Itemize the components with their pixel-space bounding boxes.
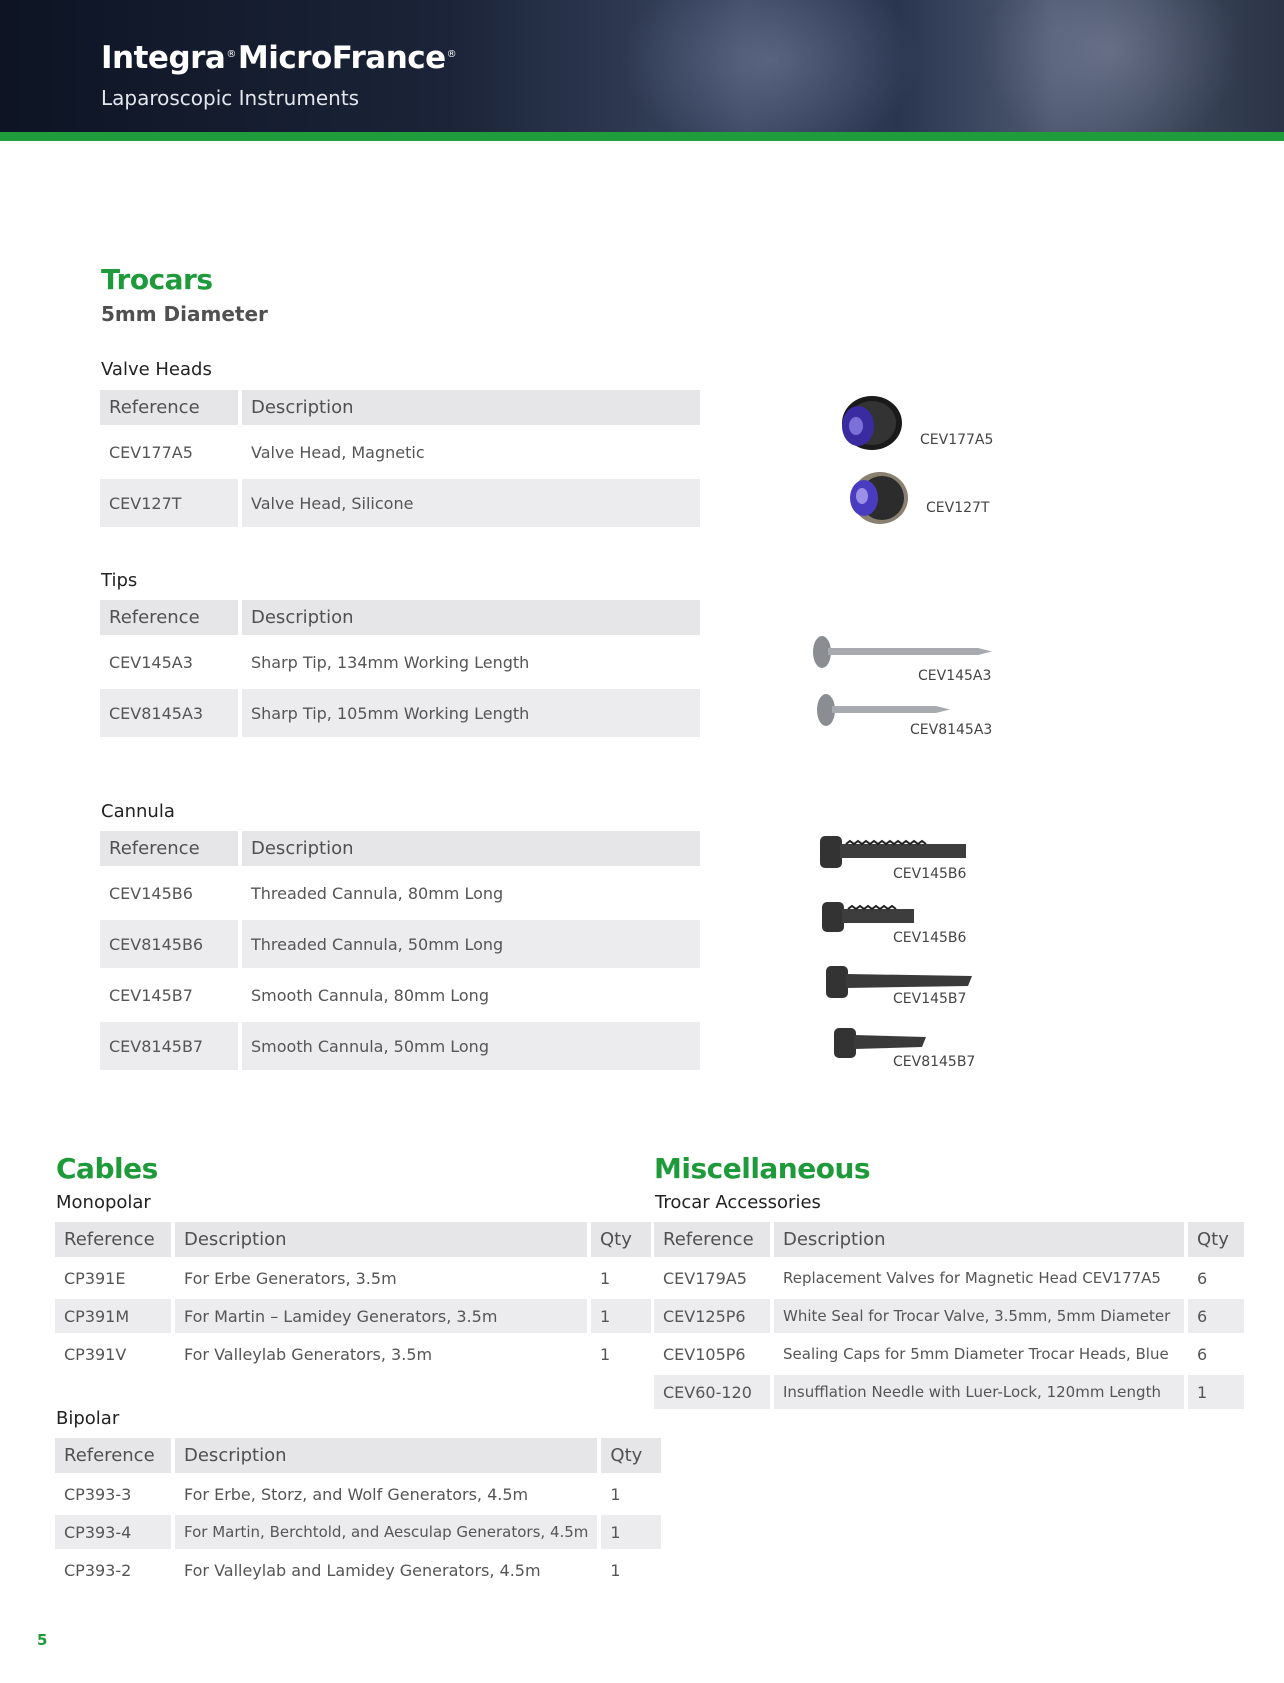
column-header-description: Description xyxy=(242,600,700,635)
threaded-cannula-long-image xyxy=(820,834,966,870)
table-row xyxy=(654,1257,1244,1295)
image-label: CEV177A5 xyxy=(920,432,994,448)
valve-head-magnetic-image xyxy=(834,394,904,452)
cell-reference: CEV8145A3 xyxy=(100,686,238,737)
subsection-heading-monopolar: Monopolar xyxy=(56,1192,151,1213)
table-row xyxy=(654,1295,1244,1333)
cell-qty: 1 xyxy=(591,1333,651,1371)
cell-qty: 1 xyxy=(591,1295,651,1333)
cell-qty: 6 xyxy=(1188,1257,1244,1295)
cell-reference: CEV8145B6 xyxy=(100,917,238,968)
table-header-row xyxy=(100,390,700,425)
table-row xyxy=(55,1549,661,1587)
cell-reference: CEV179A5 xyxy=(654,1257,770,1295)
column-header-reference: Reference xyxy=(55,1438,171,1473)
monopolar-cables-table xyxy=(51,1222,655,1371)
table-row xyxy=(55,1473,661,1511)
table-row xyxy=(100,635,700,686)
table-row xyxy=(100,866,700,917)
column-header-description: Description xyxy=(774,1222,1184,1257)
trocar-accessories-table xyxy=(650,1222,1248,1409)
cell-description: Smooth Cannula, 80mm Long xyxy=(242,968,700,1019)
section-title-trocars: Trocars xyxy=(101,263,213,296)
column-header-reference: Reference xyxy=(654,1222,770,1257)
threaded-cannula-short-image xyxy=(822,900,914,934)
page-number: 5 xyxy=(37,1631,48,1649)
table-row xyxy=(100,425,700,476)
cell-description: Threaded Cannula, 80mm Long xyxy=(242,866,700,917)
cell-reference: CP393-3 xyxy=(55,1473,171,1511)
cell-qty: 1 xyxy=(591,1257,651,1295)
cell-description: For Valleylab and Lamidey Generators, 4.5m xyxy=(175,1549,597,1587)
cell-reference: CP391V xyxy=(55,1333,171,1371)
cell-description: For Martin, Berchtold, and Aesculap Generators, 4.5m xyxy=(175,1511,597,1549)
cell-description: White Seal for Trocar Valve, 3.5mm, 5mm Diameter xyxy=(774,1295,1184,1333)
header-subtitle: Laparoscopic Instruments xyxy=(101,86,360,110)
cell-description: Valve Head, Magnetic xyxy=(242,425,700,476)
cell-description: Insufflation Needle with Luer-Lock, 120mm Length xyxy=(774,1371,1184,1409)
header-texture xyxy=(980,0,1240,132)
cell-description: Valve Head, Silicone xyxy=(242,476,700,527)
table-row xyxy=(100,686,700,737)
table-header-row xyxy=(100,831,700,866)
sharp-tip-long-image xyxy=(812,634,992,670)
column-header-qty: Qty xyxy=(1188,1222,1244,1257)
cell-description: For Martin – Lamidey Generators, 3.5m xyxy=(175,1295,587,1333)
image-label: CEV8145B7 xyxy=(893,1054,976,1070)
header-texture xyxy=(620,0,920,132)
cell-reference: CEV125P6 xyxy=(654,1295,770,1333)
table-row xyxy=(654,1333,1244,1371)
column-header-qty: Qty xyxy=(601,1438,661,1473)
table-row xyxy=(55,1257,651,1295)
image-label: CEV145B7 xyxy=(893,991,967,1007)
column-header-reference: Reference xyxy=(55,1222,171,1257)
brand-logo xyxy=(101,40,458,76)
cell-description: Sharp Tip, 134mm Working Length xyxy=(242,635,700,686)
cell-description: Threaded Cannula, 50mm Long xyxy=(242,917,700,968)
table-row xyxy=(55,1333,651,1371)
valve-heads-table xyxy=(96,390,704,527)
cell-qty: 1 xyxy=(601,1473,661,1511)
column-header-reference: Reference xyxy=(100,600,238,635)
subsection-heading-tips: Tips xyxy=(101,570,138,591)
subsection-heading-valve-heads: Valve Heads xyxy=(101,359,212,380)
column-header-description: Description xyxy=(242,831,700,866)
cell-reference: CEV145A3 xyxy=(100,635,238,686)
cell-qty: 6 xyxy=(1188,1295,1244,1333)
subsection-heading-cannula: Cannula xyxy=(101,801,175,822)
registered-mark: ® xyxy=(226,48,236,60)
table-header-row xyxy=(55,1438,661,1473)
cell-reference: CP391E xyxy=(55,1257,171,1295)
image-label: CEV145B6 xyxy=(893,930,967,946)
cell-qty: 1 xyxy=(601,1549,661,1587)
cell-description: For Valleylab Generators, 3.5m xyxy=(175,1333,587,1371)
column-header-reference: Reference xyxy=(100,831,238,866)
cell-reference: CEV60-120 xyxy=(654,1371,770,1409)
subsection-heading-bipolar: Bipolar xyxy=(56,1408,120,1429)
column-header-description: Description xyxy=(175,1438,597,1473)
section-subtitle-diameter: 5mm Diameter xyxy=(101,302,268,326)
cell-description: Sharp Tip, 105mm Working Length xyxy=(242,686,700,737)
image-label: CEV145B6 xyxy=(893,866,967,882)
column-header-qty: Qty xyxy=(591,1222,651,1257)
cell-reference: CEV177A5 xyxy=(100,425,238,476)
cell-description: Replacement Valves for Magnetic Head CEV177A5 xyxy=(774,1257,1184,1295)
valve-head-silicone-image xyxy=(844,470,910,526)
table-row xyxy=(100,1019,700,1070)
table-row xyxy=(100,968,700,1019)
cell-description: Sealing Caps for 5mm Diameter Trocar Heads, Blue xyxy=(774,1333,1184,1371)
column-header-description: Description xyxy=(175,1222,587,1257)
cell-description: For Erbe Generators, 3.5m xyxy=(175,1257,587,1295)
cell-reference: CP393-4 xyxy=(55,1511,171,1549)
cell-qty: 1 xyxy=(1188,1371,1244,1409)
table-header-row xyxy=(654,1222,1244,1257)
table-row xyxy=(654,1371,1244,1409)
cell-qty: 1 xyxy=(601,1511,661,1549)
cell-description: For Erbe, Storz, and Wolf Generators, 4.5m xyxy=(175,1473,597,1511)
tips-table xyxy=(96,600,704,737)
cell-description: Smooth Cannula, 50mm Long xyxy=(242,1019,700,1070)
cell-reference: CEV145B7 xyxy=(100,968,238,1019)
image-label: CEV127T xyxy=(926,500,990,516)
page-header xyxy=(0,0,1284,132)
brand-name-part1: Integra xyxy=(101,40,226,76)
table-row xyxy=(100,476,700,527)
column-header-reference: Reference xyxy=(100,390,238,425)
table-row xyxy=(55,1295,651,1333)
table-row xyxy=(100,917,700,968)
header-green-rule xyxy=(0,132,1284,141)
cell-reference: CEV127T xyxy=(100,476,238,527)
table-header-row xyxy=(55,1222,651,1257)
cell-reference: CEV105P6 xyxy=(654,1333,770,1371)
cell-qty: 6 xyxy=(1188,1333,1244,1371)
subsection-heading-trocar-accessories: Trocar Accessories xyxy=(655,1192,821,1213)
section-title-cables: Cables xyxy=(56,1152,158,1185)
image-label: CEV145A3 xyxy=(918,668,992,684)
cell-reference: CEV145B6 xyxy=(100,866,238,917)
cannula-table xyxy=(96,831,704,1070)
cell-reference: CP391M xyxy=(55,1295,171,1333)
table-row xyxy=(55,1511,661,1549)
brand-name-part2: MicroFrance xyxy=(237,40,446,76)
section-title-miscellaneous: Miscellaneous xyxy=(654,1152,871,1185)
column-header-description: Description xyxy=(242,390,700,425)
table-header-row xyxy=(100,600,700,635)
image-label: CEV8145A3 xyxy=(910,722,993,738)
registered-mark: ® xyxy=(446,48,457,60)
cell-reference: CEV8145B7 xyxy=(100,1019,238,1070)
cell-reference: CP393-2 xyxy=(55,1549,171,1587)
bipolar-cables-table xyxy=(51,1438,665,1587)
